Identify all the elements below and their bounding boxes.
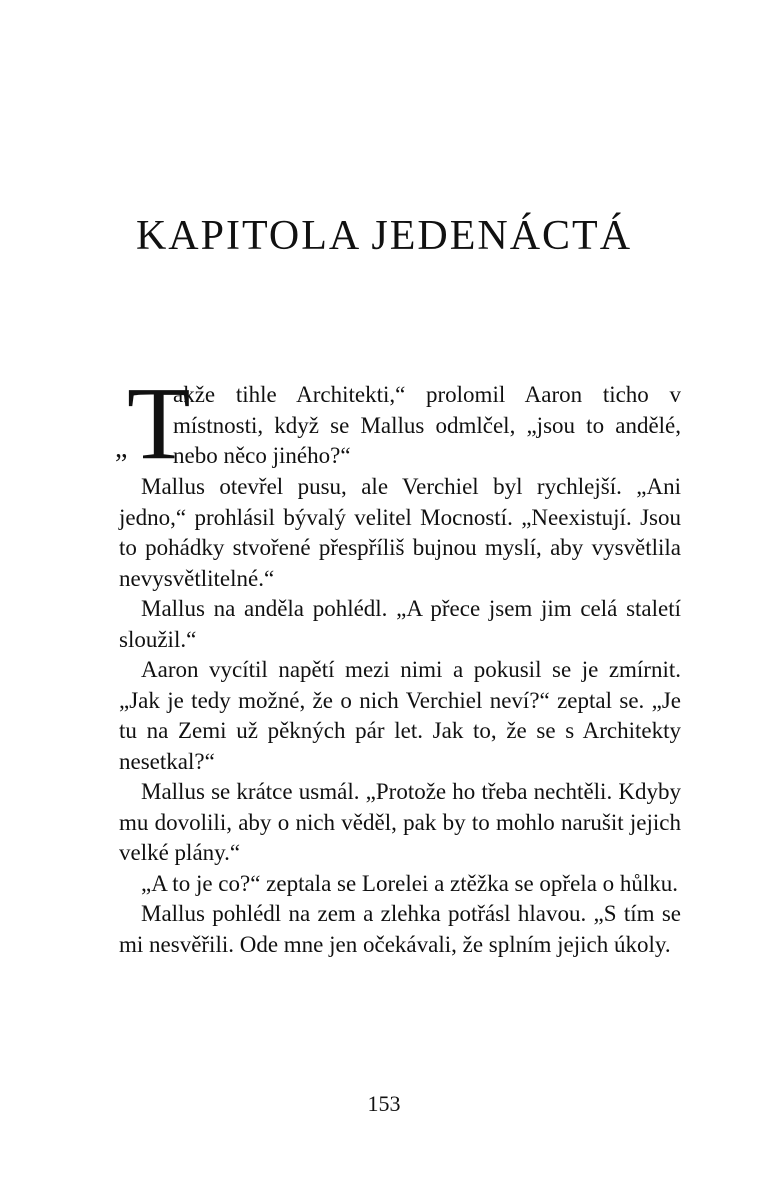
chapter-body <box>115 366 681 960</box>
paragraph: Mallus se krátce usmál. „Protože ho třeba nechtěli. Kdyby mu dovolili, aby o nich věděl, pak by to mohlo narušit jejich velké plány.“ <box>119 779 681 865</box>
page-number: 153 <box>367 1091 401 1116</box>
paragraph: „A to je co?“ zeptala se Lorelei a ztěžka se opřela o hůlku. <box>141 870 679 896</box>
paragraph: Mallus pohlédl na zem a zlehka potřásl hlavou. „S tím se mi nesvěřili. Ode mne jen očekávali, že splním jejich úkoly. <box>119 901 681 957</box>
opening-text: akže tihle Architekti,“ prolomil Aaron ticho v místnosti, když se Mallus odmlčel, „jsou to andělé, nebo něco jiného?“ <box>173 382 681 468</box>
chapter-title: KAPITOLA JEDENÁCTÁ <box>135 213 633 259</box>
paragraph: Mallus na anděla pohlédl. „A přece jsem jim celá staletí sloužil.“ <box>119 596 681 652</box>
paragraph: Aaron vycítil napětí mezi nimi a pokusil se je zmírnit. „Jak je tedy možné, že o nich Verchiel neví?“ zeptal se. „Je tu na Zemi už pěkných pár let. Jak to, že se s Architekty nesetkal?“ <box>119 657 681 774</box>
paragraph: Mallus otevřel pusu, ale Verchiel byl rychlejší. „Ani jedno,“ prohlásil bývalý velitel Mocností. „Neexistují. Jsou to pohádky stvořené přespříliš bujnou myslí, aby vysvětlila nevysvětlitelné.“ <box>119 474 681 591</box>
drop-cap: T <box>127 366 191 481</box>
opening-paragraph <box>115 366 681 481</box>
dropcap-quote-mark: „ <box>115 433 128 464</box>
